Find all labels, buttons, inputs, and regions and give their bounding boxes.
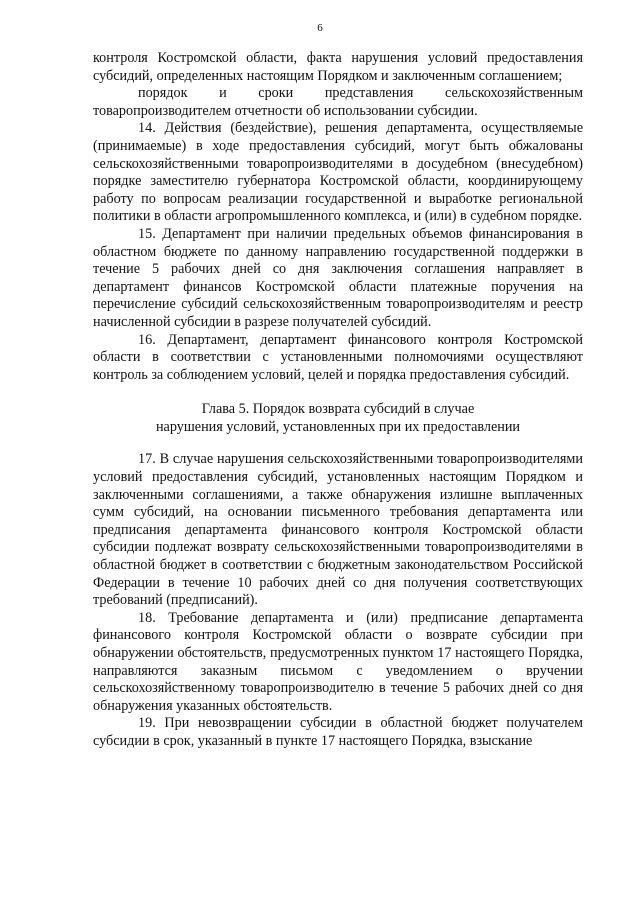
paragraph: 16. Департамент, департамент финансового контроля Костромской области в соответствии с установленными полномочиями осуществляют контроль за соблюдением условий, целей и порядка предоставления субсидий. xyxy=(93,331,583,383)
chapter-heading xyxy=(93,401,583,436)
paragraphs-after-chapter xyxy=(93,451,583,750)
paragraph: контроля Костромской области, факта нарушения условий предоставления субсидий, определенных настоящим Порядком и заключенным соглашением; xyxy=(93,50,583,84)
paragraph: 18. Требование департамента и (или) предписание департамента финансового контроля Костромской области о возврате субсидии при обнаружении обстоятельств, предусмотренных пунктом 17 настоящего Порядка, направляются заказным письмом с уведомлением о вручении сельскохозяйственному товаропроизводителю в течение 5 рабочих дней со дня обнаружения указанных обстоятельств. xyxy=(93,609,583,714)
paragraph: 19. При невозвращении субсидии в областной бюджет получателем субсидии в срок, указанный в пункте 17 настоящего Порядка, взыскание xyxy=(93,715,583,749)
paragraph: 15. Департамент при наличии предельных объемов финансирования в областном бюджете по данному направлению государственной поддержки в течение 5 рабочих дней со дня заключения соглашения направляет в департамент финансов Костромской области платежные поручения на перечисление субсидий сельскохозяйственным товаропроизводителям и реестр начисленной субсидии в разрезе получателей субсидий. xyxy=(93,225,583,330)
page-number: 6 xyxy=(317,22,323,34)
paragraph: порядок и сроки представления сельскохозяйственным товаропроизводителем отчетности об использовании субсидии. xyxy=(93,85,583,119)
paragraph: 17. В случае нарушения сельскохозяйственными товаропроизводителями условий предоставления субсидий, установленных настоящим Порядком и заключенными соглашениями, а также обнаружения излишне выплаченных сумм субсидий, на основании письменного требования департамента или предписания департамента финансового контроля Костромской области субсидии подлежат возврату сельскохозяйственными товаропроизводителями в областной бюджет в соответствии с бюджетным законодательством Российской Федерации в течение 10 рабочих дней со дня получения соответствующих требований (предписаний). xyxy=(93,451,583,609)
chapter-heading-line-1: Глава 5. Порядок возврата субсидий в случае xyxy=(201,401,475,418)
chapter-heading-line-2: нарушения условий, установленных при их предоставлении xyxy=(155,418,521,435)
document-body xyxy=(93,50,583,751)
paragraphs-before-chapter xyxy=(93,50,583,384)
paragraph: 14. Действия (бездействие), решения департамента, осуществляемые (принимаемые) в ходе предоставления субсидий, могут быть обжалованы сельскохозяйственными товаропроизводителями в досудебном (внесудебном) порядке заместителю губернатора Костромской области, координирующему работу по вопросам реализации государственной и выработке региональной политики в области агропромышленного комплекса, и (или) в судебном порядке. xyxy=(93,120,583,225)
